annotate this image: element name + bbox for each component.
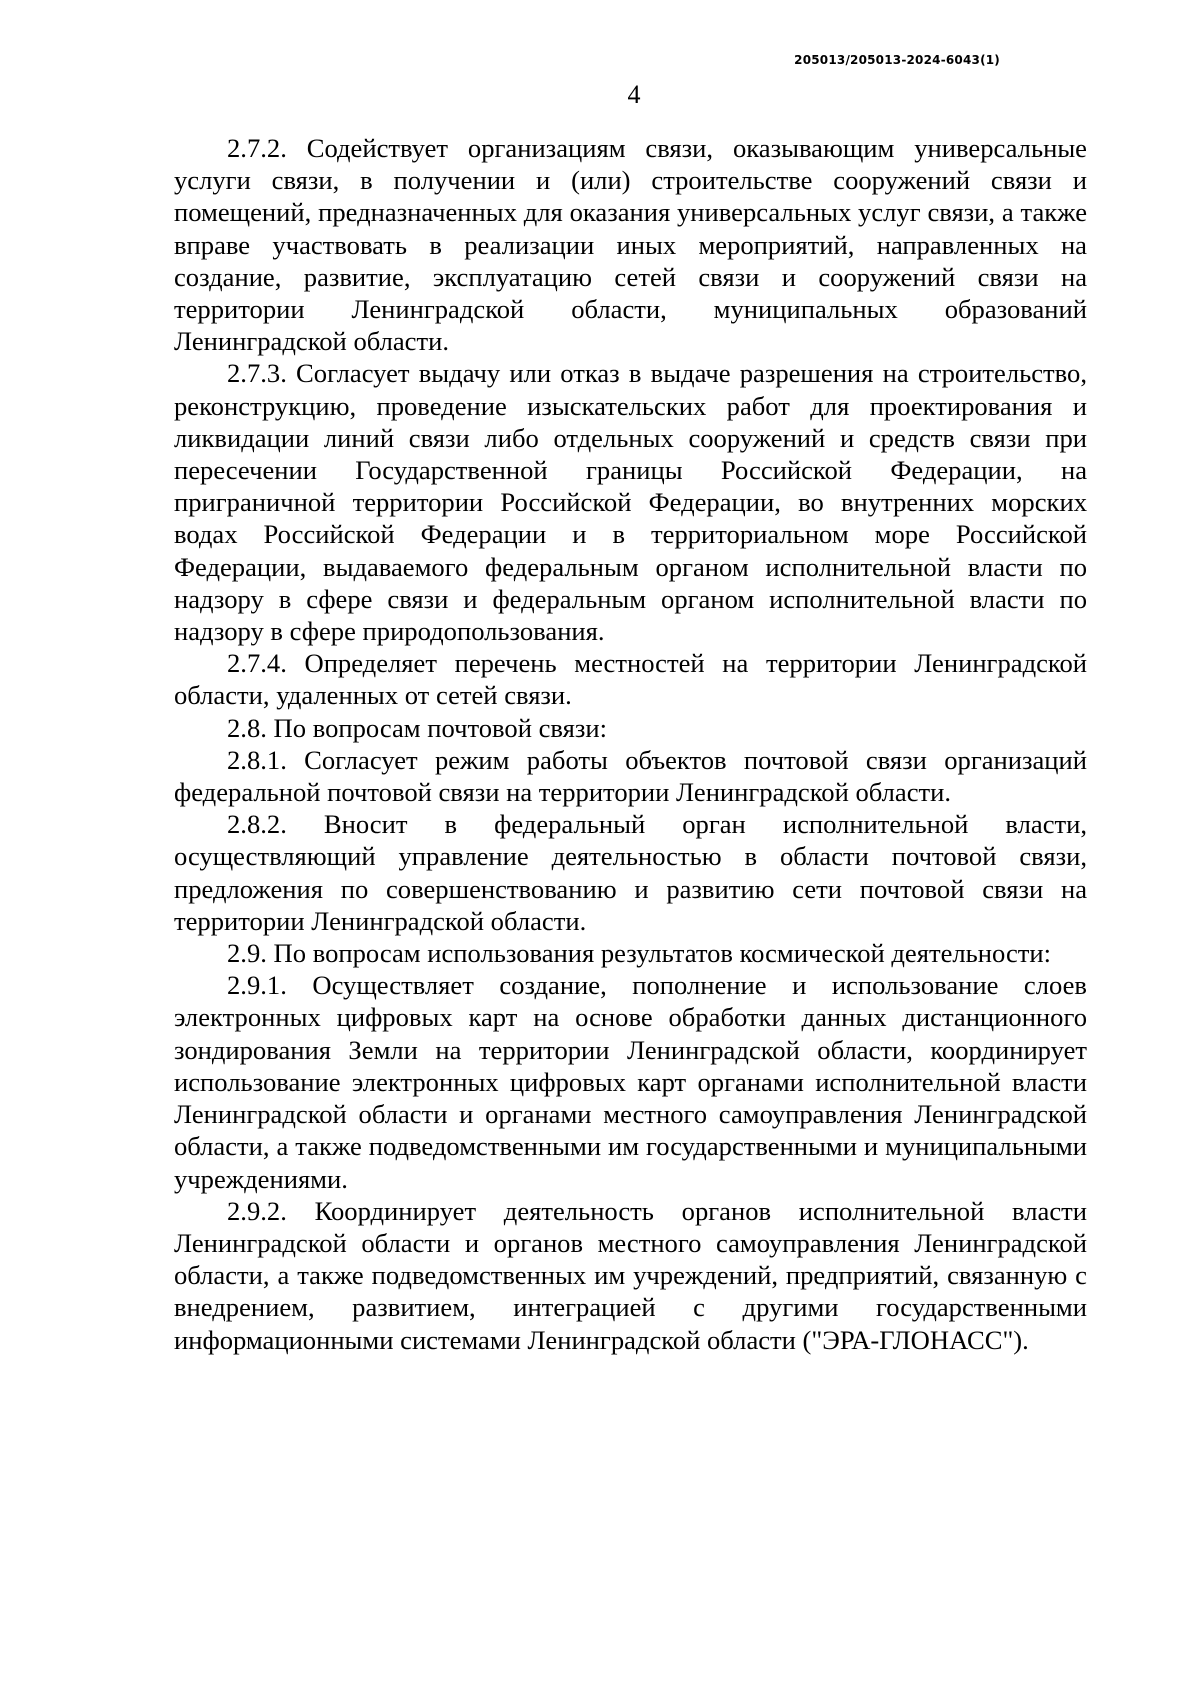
- paragraph-2-9-1: 2.9.1. Осуществляет создание, пополнение и использование слоев электронных цифровых карт на основе обработки данных дистанционного зондирования Земли на территории Ленинградской области, координирует использование электронных цифровых карт органами исполнительной власти Ленинградской области и органами местного самоуправления Ленинградской области, а также подведомственными им государственными и муниципальными учреждениями.: [174, 970, 1087, 1194]
- page-number: 4: [627, 80, 641, 109]
- document-id: 205013/205013-2024-6043(1): [794, 53, 1000, 67]
- paragraph-2-8-2: 2.8.2. Вносит в федеральный орган исполнительной власти, осуществляющий управление деятельностью в области почтовой связи, предложения по совершенствованию и развитию сети почтовой связи на территории Ленинградской области.: [174, 809, 1087, 936]
- paragraph-2-8-1: 2.8.1. Согласует режим работы объектов почтовой связи организаций федеральной почтовой связи на территории Ленинградской области.: [174, 744, 1087, 808]
- document-body: [174, 132, 1087, 1356]
- paragraph-2-7-3: 2.7.3. Согласует выдачу или отказ в выдаче разрешения на строительство, реконструкцию, проведение изыскательских работ для проектирования и ликвидации линий связи либо отдельных сооружений и средств связи при пересечении Государственной границы Российской Федерации, на приграничной территории Российской Федерации, во внутренних морских водах Российской Федерации и в территориальном море Российской Федерации, выдаваемого федеральным органом исполнительной власти по надзору в сфере связи и федеральным органом исполнительной власти по надзору в сфере природопользования.: [174, 358, 1087, 647]
- paragraph-2-7-2: 2.7.2. Содействует организациям связи, оказывающим универсальные услуги связи, в получении и (или) строительстве сооружений связи и помещений, предназначенных для оказания универсальных услуг связи, а также вправе участвовать в реализации иных мероприятий, направленных на создание, развитие, эксплуатацию сетей связи и сооружений связи на территории Ленинградской области, муниципальных образований Ленинградской области.: [174, 133, 1087, 357]
- paragraph-2-9: 2.9. По вопросам использования результатов космической деятельности:: [227, 938, 1052, 969]
- paragraph-2-7-4: 2.7.4. Определяет перечень местностей на территории Ленинградской области, удаленных от сетей связи.: [174, 648, 1087, 711]
- paragraph-2-8: 2.8. По вопросам почтовой связи:: [227, 712, 607, 743]
- paragraph-2-9-2: 2.9.2. Координирует деятельность органов исполнительной власти Ленинградской области и органов местного самоуправления Ленинградской области, а также подведомственных им учреждений, предприятий, связанную с внедрением, развитием, интеграцией с другими государственными информационными системами Ленинградской области ("ЭРА-ГЛОНАСС").: [174, 1195, 1087, 1355]
